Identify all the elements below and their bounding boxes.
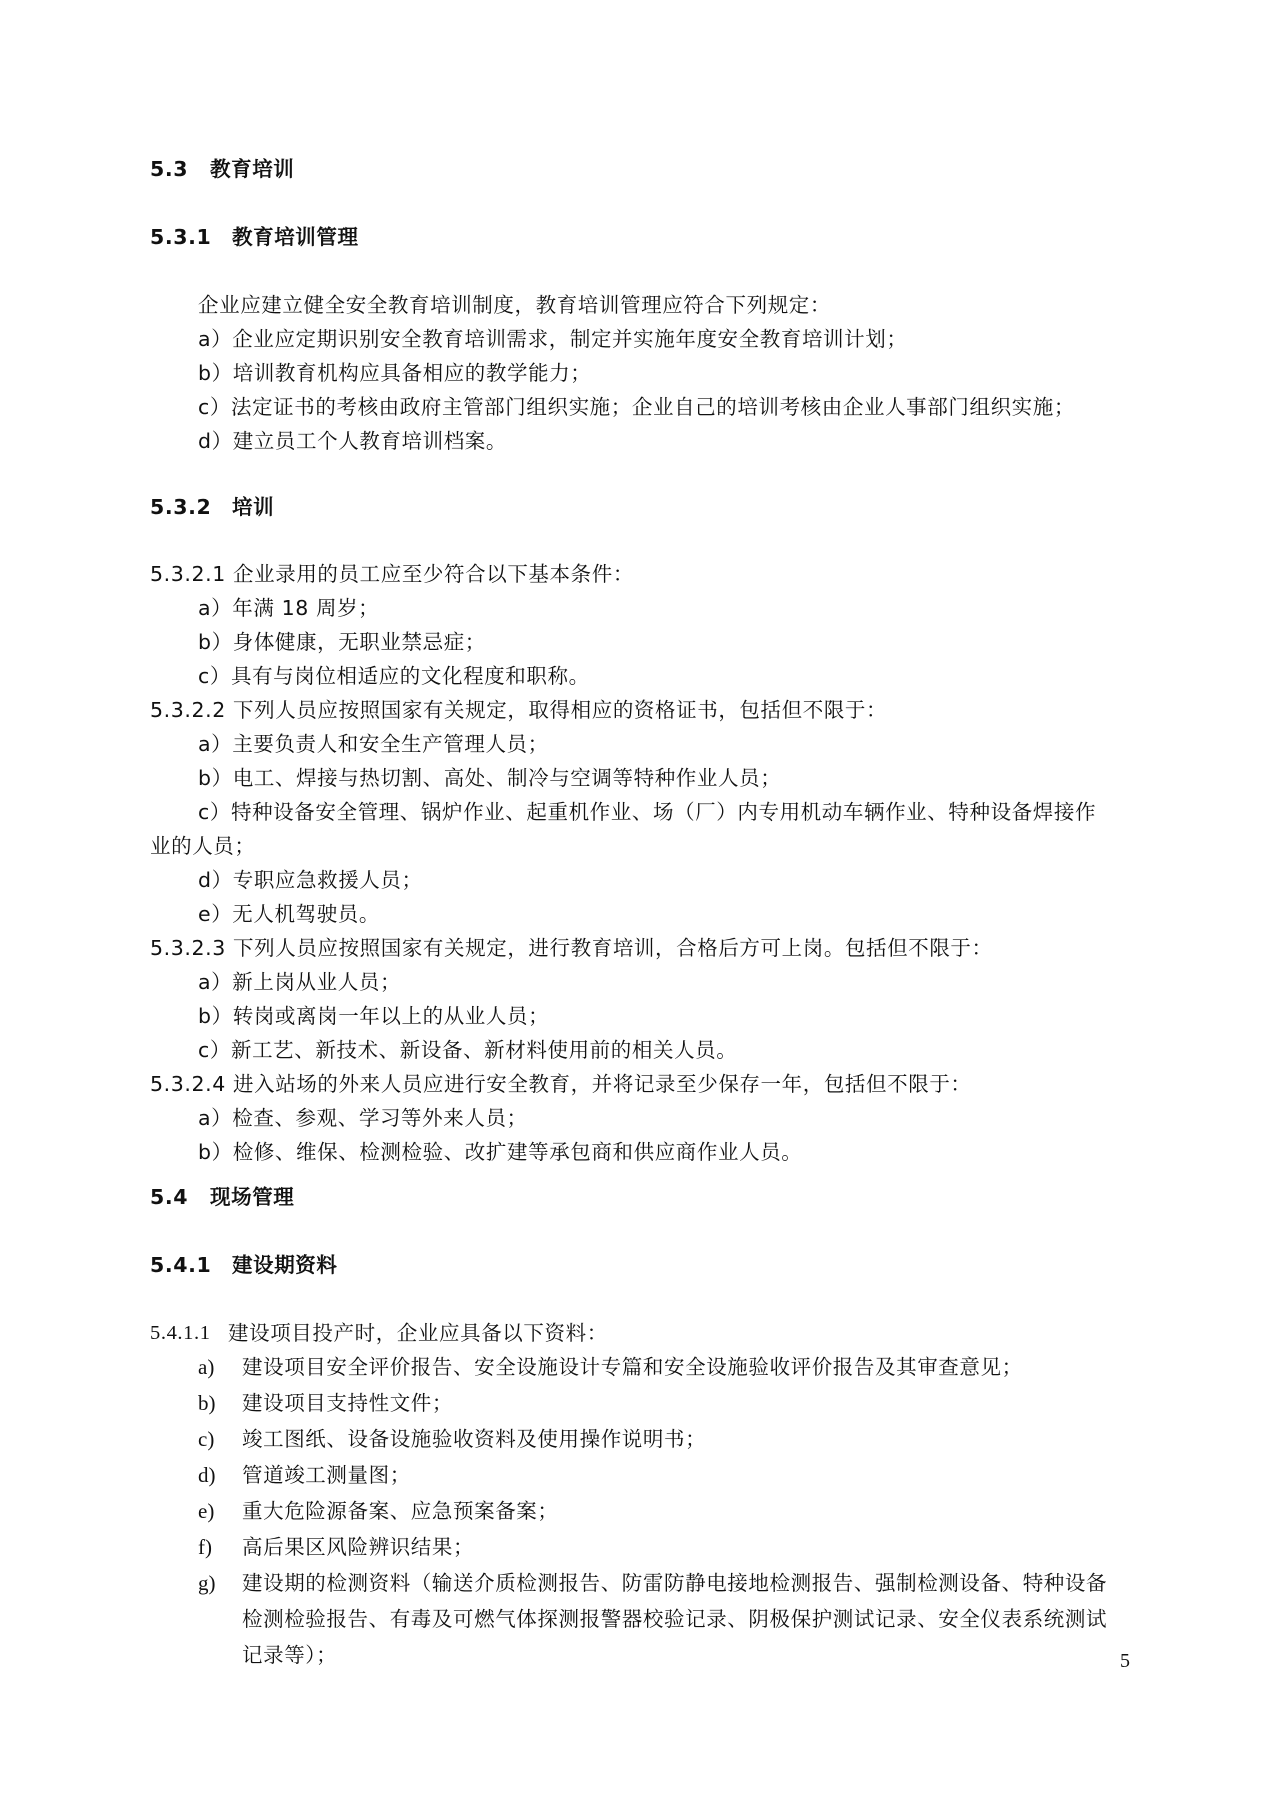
list-item: c）具有与岗位相适应的文化程度和职称。 xyxy=(198,664,590,688)
list-marker: f) xyxy=(198,1535,212,1559)
paragraph-intro: 企业应建立健全安全教育培训制度，教育培训管理应符合下列规定： xyxy=(198,293,831,317)
list-marker: d) xyxy=(198,1463,216,1487)
list-item: a）企业应定期识别安全教育培训需求，制定并实施年度安全教育培训计划； xyxy=(198,327,908,351)
list-marker: b) xyxy=(198,1391,216,1415)
list-item: b）转岗或离岗一年以上的从业人员； xyxy=(198,1004,550,1028)
clause-number: 5.4.1.1 xyxy=(150,1322,211,1344)
list-item-continuation: 业的人员； xyxy=(150,834,256,858)
list-item: b）培训教育机构应具备相应的教学能力； xyxy=(198,361,592,385)
subsection-heading: 培训 xyxy=(232,495,275,519)
list-item: c）法定证书的考核由政府主管部门组织实施；企业自己的培训考核由企业人事部门组织实施； xyxy=(198,395,1075,419)
list-item: c）新工艺、新技术、新设备、新材料使用前的相关人员。 xyxy=(198,1038,738,1062)
clause-heading: 5.3.2.1 企业录用的员工应至少符合以下基本条件： xyxy=(150,562,634,586)
section-heading: 现场管理 xyxy=(210,1185,295,1209)
clause-heading: 建设项目投产时，企业应具备以下资料： xyxy=(228,1321,608,1345)
clause-heading: 5.3.2.2 下列人员应按照国家有关规定，取得相应的资格证书，包括但不限于： xyxy=(150,698,888,722)
list-marker: c) xyxy=(198,1427,215,1451)
clause-heading: 5.3.2.3 下列人员应按照国家有关规定，进行教育培训，合格后方可上岗。包括但不限于： xyxy=(150,936,993,960)
list-item: 管道竣工测量图； xyxy=(242,1463,411,1487)
list-marker: g) xyxy=(198,1571,216,1595)
list-item: b）电工、焊接与热切割、高处、制冷与空调等特种作业人员； xyxy=(198,766,782,790)
list-item: 建设项目支持性文件； xyxy=(242,1391,453,1415)
list-item: a）年满 18 周岁； xyxy=(198,596,380,620)
list-item: a）新上岗从业人员； xyxy=(198,970,402,994)
page-number: 5 xyxy=(1120,1650,1130,1672)
subsection-number: 5.3.2 xyxy=(150,495,212,519)
list-item: 重大危险源备案、应急预案备案； xyxy=(242,1499,559,1523)
clause-heading: 5.3.2.4 进入站场的外来人员应进行安全教育，并将记录至少保存一年，包括但不限于： xyxy=(150,1072,972,1096)
section-number: 5.4 xyxy=(150,1185,189,1209)
list-item: 竣工图纸、设备设施验收资料及使用操作说明书； xyxy=(242,1427,707,1451)
subsection-heading: 建设期资料 xyxy=(232,1253,338,1277)
list-item-continuation: 检测检验报告、有毒及可燃气体探测报警器校验记录、阴极保护测试记录、安全仪表系统测试 xyxy=(242,1607,1108,1631)
list-item: 建设期的检测资料（输送介质检测报告、防雷防静电接地检测报告、强制检测设备、特种设备 xyxy=(242,1571,1108,1595)
list-marker: e) xyxy=(198,1499,215,1523)
list-item: a）检查、参观、学习等外来人员； xyxy=(198,1106,528,1130)
list-item: 建设项目安全评价报告、安全设施设计专篇和安全设施验收评价报告及其审查意见； xyxy=(242,1355,1023,1379)
subsection-number: 5.3.1 xyxy=(150,225,212,249)
list-item-continuation: 记录等）； xyxy=(242,1643,338,1667)
list-item: 高后果区风险辨识结果； xyxy=(242,1535,475,1559)
list-marker: a) xyxy=(198,1355,215,1379)
subsection-heading: 教育培训管理 xyxy=(232,225,359,249)
section-number: 5.3 xyxy=(150,157,189,181)
subsection-number: 5.4.1 xyxy=(150,1253,212,1277)
list-item: d）建立员工个人教育培训档案。 xyxy=(198,429,508,453)
list-item: b）身体健康，无职业禁忌症； xyxy=(198,630,486,654)
list-item: e）无人机驾驶员。 xyxy=(198,902,381,926)
list-item: d）专职应急救援人员； xyxy=(198,868,423,892)
list-item: c）特种设备安全管理、锅炉作业、起重机作业、场（厂）内专用机动车辆作业、特种设备焊接作 xyxy=(198,800,1097,824)
section-heading: 教育培训 xyxy=(210,157,295,181)
list-item: a）主要负责人和安全生产管理人员； xyxy=(198,732,549,756)
list-item: b）检修、维保、检测检验、改扩建等承包商和供应商作业人员。 xyxy=(198,1140,803,1164)
